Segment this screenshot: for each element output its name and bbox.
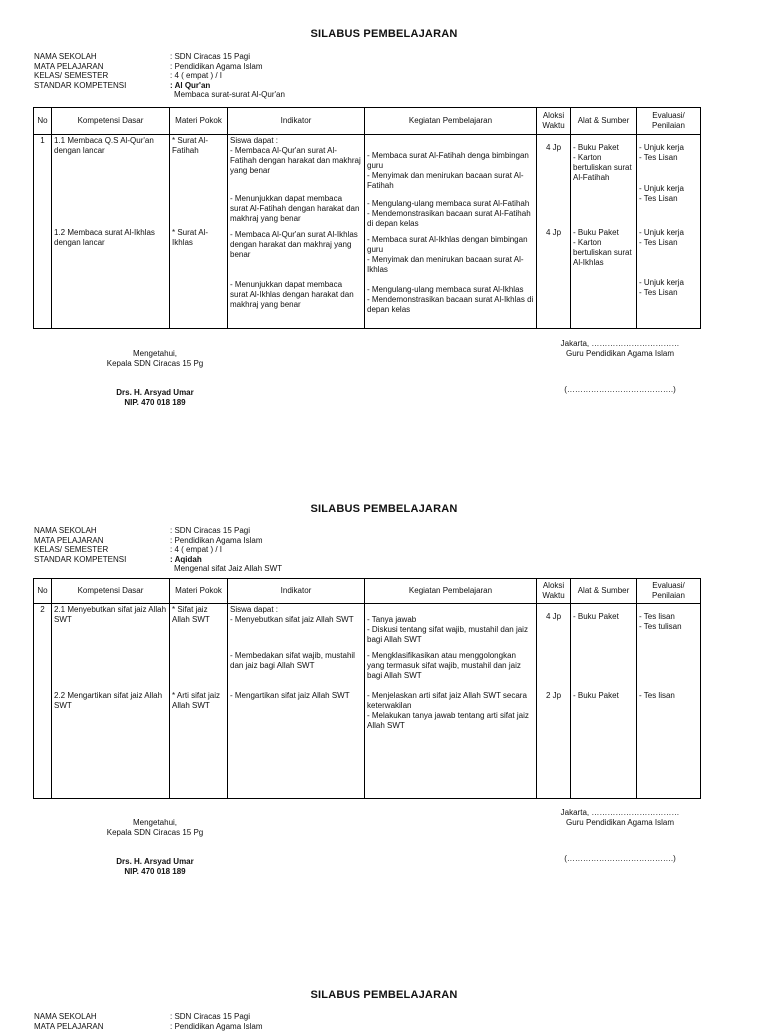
cell-kd: 2.1 Menyebutkan sifat jaiz Allah SWT 2.2 Mengartikan sifat jaiz Allah SWT xyxy=(52,604,170,799)
cell-evaluasi: - Tes lisan - Tes tulisan - Tes lisan xyxy=(637,604,701,799)
value-competency-detail: Membaca surat-surat Al-Qur'an xyxy=(174,90,285,100)
header-kd: Kompetensi Dasar xyxy=(52,579,170,604)
cell-evaluasi: - Unjuk kerja - Tes Lisan - Unjuk kerja - Tes Lisan - Unjuk kerja - Tes Lisan - Unjuk kerja - Tes Lisan xyxy=(637,135,701,329)
header-evaluasi: Evaluasi/ Penilaian xyxy=(637,108,701,135)
cell-alat: - Buku Paket - Karton bertuliskan surat Al-Fatihah - Buku Paket - Karton bertuliskan surat Al-Ikhlas xyxy=(571,135,637,329)
cell-no: 1 xyxy=(34,135,52,329)
header-alokasi: Aloksi Waktu xyxy=(537,579,571,604)
cell-indikator: Siswa dapat : - Menyebutkan sifat jaiz Allah SWT - Membedakan sifat wajib, mustahil dan jaiz bagi Allah SWT - Mengartikan sifat jaiz Allah SWT xyxy=(228,604,365,799)
header-indikator: Indikator xyxy=(228,108,365,135)
header-alokasi: Aloksi Waktu xyxy=(537,108,571,135)
cell-materi: * Surat Al-Fatihah * Surat Al-Ikhlas xyxy=(170,135,228,329)
cell-alat: - Buku Paket - Buku Paket xyxy=(571,604,637,799)
label-competency: STANDAR KOMPETENSI xyxy=(34,554,127,564)
value-school: : SDN Ciracas 15 Pagi xyxy=(170,526,251,535)
value-class: : 4 ( empat ) / I xyxy=(170,545,223,555)
value-class: : 4 ( empat ) / I xyxy=(170,71,223,81)
cell-indikator: Siswa dapat : - Membaca Al-Qur'an surat Al-Fatihah dengan harakat dan makhraj yang benar - Menunjukkan dapat membaca surat Al-Fatihah dengan harakat dan makhraj yang benar - Membaca Al-Qur'an surat Al-Ikhlas dengan harakat dan makhraj yang benar - Menunjukkan dapat membaca surat Al-Ikhlas dengan harakat dan makhraj yang benar xyxy=(228,135,365,329)
value-competency: : Al Qur'an xyxy=(170,80,211,90)
value-competency-detail: Mengenal sifat Jaiz Allah SWT xyxy=(174,564,283,574)
header-materi: Materi Pokok xyxy=(170,108,228,135)
header-evaluasi: Evaluasi/ Penilaian xyxy=(637,579,701,604)
header-kegiatan: Kegiatan Pembelajaran xyxy=(365,108,537,135)
value-subject: : Pendidikan Agama Islam xyxy=(170,1021,263,1031)
label-competency: STANDAR KOMPETENSI xyxy=(34,80,127,90)
syllabus-table xyxy=(33,107,701,329)
label-school: NAMA SEKOLAH xyxy=(34,1012,97,1021)
page-title: SILABUS PEMBELAJARAN xyxy=(310,503,458,515)
signature-teacher: Jakarta, …………………………… Guru Pendidikan Agama Islam (………………………………….) xyxy=(560,339,680,394)
info-block xyxy=(34,1012,734,1031)
cell-alokasi: 4 Jp 4 Jp xyxy=(537,135,571,329)
label-school: NAMA SEKOLAH xyxy=(34,52,97,61)
header-materi: Materi Pokok xyxy=(170,579,228,604)
header-no: No xyxy=(34,108,52,135)
header-kegiatan: Kegiatan Pembelajaran xyxy=(365,579,537,604)
header-no: No xyxy=(34,579,52,604)
signature-teacher: Jakarta, …………………………… Guru Pendidikan Agama Islam (………………………………….) xyxy=(560,808,680,863)
label-subject: MATA PELAJARAN xyxy=(34,535,104,545)
value-school: : SDN Ciracas 15 Pagi xyxy=(170,1012,251,1021)
header-alat: Alat & Sumber xyxy=(571,108,637,135)
signature-principal: Mengetahui, Kepala SDN Ciracas 15 Pg Drs. H. Arsyad Umar NIP. 470 018 189 xyxy=(106,818,204,876)
cell-kd: 1.1 Membaca Q.S Al-Qur'an dengan lancar 1.2 Membaca surat Al-Ikhlas dengan lancar xyxy=(52,135,170,329)
header-alat: Alat & Sumber xyxy=(571,579,637,604)
value-subject: : Pendidikan Agama Islam xyxy=(170,61,263,71)
label-class: KELAS/ SEMESTER xyxy=(34,545,109,555)
info-block xyxy=(34,526,734,574)
cell-kegiatan: - Tanya jawab - Diskusi tentang sifat wajib, mustahil dan jaiz bagi Allah SWT - Mengklasifikasikan atau menggolongkan yang termasuk sifat wajib, mustahil dan jaiz bagi Allah SWT - Menjelaskan arti sifat jaiz Allah SWT secara keterwakilan - Melakukan tanya jawab tentang arti sifat jaiz Allah SWT xyxy=(365,604,537,799)
page-title: SILABUS PEMBELAJARAN xyxy=(310,28,458,40)
value-competency: : Aqidah xyxy=(170,554,202,564)
page-title: SILABUS PEMBELAJARAN xyxy=(310,989,458,1001)
label-school: NAMA SEKOLAH xyxy=(34,526,97,535)
cell-kegiatan: - Membaca surat Al-Fatihah denga bimbingan guru - Menyimak dan menirukan bacaan surat Al-Fatihah - Mengulang-ulang membaca surat Al-Fatihah - Mendemonstrasikan bacaan surat Al-Fatihah di depan kelas - Membaca surat Al-Ikhlas dengan bimbingan guru - Menyimak dan menirukan bacaan surat Al-Ikhlas - Mengulang-ulang membaca surat Al-Ikhlas - Mendemonstrasikan bacaan surat Al-Ikhlas di depan kelas xyxy=(365,135,537,329)
label-subject: MATA PELAJARAN xyxy=(34,1021,104,1031)
value-school: : SDN Ciracas 15 Pagi xyxy=(170,52,251,61)
info-block xyxy=(34,52,734,100)
signature-principal: Mengetahui, Kepala SDN Ciracas 15 Pg Drs. H. Arsyad Umar NIP. 470 018 189 xyxy=(106,349,204,407)
header-kd: Kompetensi Dasar xyxy=(52,108,170,135)
syllabus-table xyxy=(33,578,701,799)
cell-materi: * Sifat jaiz Allah SWT * Arti sifat jaiz Allah SWT xyxy=(170,604,228,799)
label-class: KELAS/ SEMESTER xyxy=(34,71,109,81)
label-subject: MATA PELAJARAN xyxy=(34,61,104,71)
value-subject: : Pendidikan Agama Islam xyxy=(170,535,263,545)
header-indikator: Indikator xyxy=(228,579,365,604)
cell-alokasi: 4 Jp 2 Jp xyxy=(537,604,571,799)
cell-no: 2 xyxy=(34,604,52,799)
